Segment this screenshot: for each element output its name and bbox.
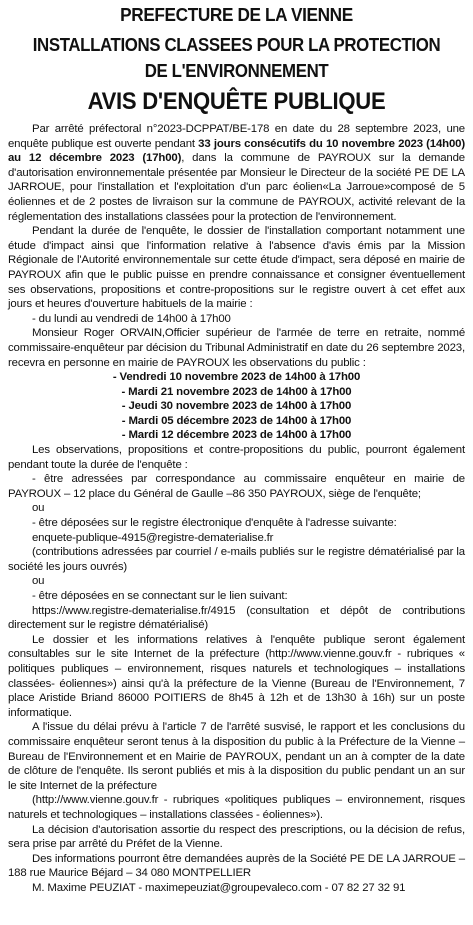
decree-text: Par arrêté préfectoral n°2023-DCPPAT/BE-178 en date du 28 septembre 2023, une enquête publique est ouverte pendant [8,123,465,150]
decree-text-cont: , dans la commune de PAYROUX sur la demande d'autorisation environnementale présentée par Monsieur le Directeur de la société PE DE LA JARROUE, pour l'installation et l'exploitation d'un parc éolien«La Jarroue»composé de 5 éoliennes et de 2 postes de livraison sur la commune de PAYROUX, activité relevant de la réglementation des installations classées pour la protection de l'environnement. [8,152,465,223]
inquiry-period: 33 jours consécutifs du 10 novembre 2023 (14h00) au 12 décembre 2023 (17h00) [8,137,465,165]
option-online-link: - être déposées en se connectant sur le lien suivant: [32,590,288,602]
or-separator: ou [32,575,45,588]
or-separator: ou [32,502,45,515]
contact-line: M. Maxime PEUZIAT - maximepeuziat@groupevaleco.com - 07 82 27 32 91 [32,881,406,894]
register-note: (contributions adressées par courriel / e-mails publiés sur le registre dématérialisé par la société les jours ouvrés) [8,546,465,573]
permanence-date: - Mardi 21 novembre 2023 de 14h00 à 17h00 [121,385,352,398]
option-mail: - être adressées par correspondance au commissaire enquêteur en mairie de PAYROUX – 12 place du Général de Gaulle –86 350 PAYROUX, siège de l'enquête; [8,473,465,500]
paragraph-dossier: Pendant la durée de l'enquête, le dossier de l'installation comportant notamment une étude d'impact ainsi que l'information relative à l'absence d'avis émis par la Mission Régionale de l'Autorité environnementale sur cette étude d'impact, sera déposé en mairie de PAYROUX afin que le public puisse en prendre connaissance et consigner éventuellement ses observations, propositions et contre-propositions sur le registre ouvert à cet effet aux jours et heures d'ouverture habituels de la mairie : [8,225,465,311]
paragraph-decree [8,122,465,224]
mairie-hours: - du lundi au vendredi de 14h00 à 17h00 [32,312,231,325]
permanence-date: - Jeudi 30 novembre 2023 de 14h00 à 17h00 [121,400,352,413]
register-link[interactable]: https://www.registre-dematerialise.fr/4915 (consultation et dépôt de contributions directement sur le registre dématérialisé) [8,604,465,632]
paragraph-information: Des informations pourront être demandées auprès de la Société PE DE LA JARROUE – 188 rue Maurice Béjard – 34 080 MONTPELLIER [8,852,465,880]
permanence-list [8,370,465,443]
category-heading: INSTALLATIONS CLASSEES POUR LA PROTECTION DE L'ENVIRONNEMENT [32,34,441,81]
notice-title: AVIS D'ENQUÊTE PUBLIQUE [87,88,386,115]
permanence-date: - Vendredi 10 novembre 2023 de 14h00 à 17h00 [112,371,361,384]
option-electronic-register: - être déposées sur le registre électronique d'enquête à l'adresse suivante: [32,517,397,530]
paragraph-observations: Les observations, propositions et contre-propositions du public, pourront également pendant toute la durée de l'enquête : [8,444,465,471]
prefecture-website-link[interactable]: (http://www.vienne.gouv.fr - rubriques «politiques publiques – environnement, risques naturels et technologiques – installations classées - éoliennes»). [8,794,465,821]
paragraph-decision: La décision d'autorisation assortie du respect des prescriptions, ou la décision de refus, sera prise par arrêté du Préfet de la Vienne. [8,823,465,851]
register-email[interactable]: enquete-publique-4915@registre-dematerialise.fr [32,531,274,544]
paragraph-commissioner: Monsieur Roger ORVAIN,Officier supérieur de l'armée de terre en retraite, nommé commissaire-enquêteur par décision du Tribunal Administratif en date du 26 septembre 2023, recevra en personne en mairie de PAYROUX les observations du public : [8,327,465,369]
prefecture-heading: PREFECTURE DE LA VIENNE [120,4,353,25]
permanence-date: - Mardi 12 décembre 2023 de 14h00 à 17h00 [121,429,352,442]
notice-body [8,122,465,895]
paragraph-report: A l'issue du délai prévu à l'article 7 de l'arrêté susvisé, le rapport et les conclusions du commissaire enquêteur seront tenus à la disposition du public à la Préfecture de la Vienne – Bureau de l'Environnement et en Mairie de PAYROUX, pendant un an à compter de la date de clôture de l'enquête. Ils seront publiés et mis à la disposition du public pendant un an sur le site Internet de la préfecture [8,721,465,792]
paragraph-consultation: Le dossier et les informations relatives à l'enquête publique seront également consultables sur le site Internet de la préfecture (http://www.vienne.gouv.fr - rubriques « politiques publiques – environnement, risques naturels et technologiques – installations classées- éoliennes») ainsi qu'à la préfecture de la Vienne (Bureau de l'Environnement, 7 place Aristide Briand 86000 POITIERS de 8h45 à 12h et de 13h30 à 16h) sur un poste informatique. [8,633,465,719]
permanence-date: - Mardi 05 décembre 2023 de 14h00 à 17h00 [121,414,352,427]
